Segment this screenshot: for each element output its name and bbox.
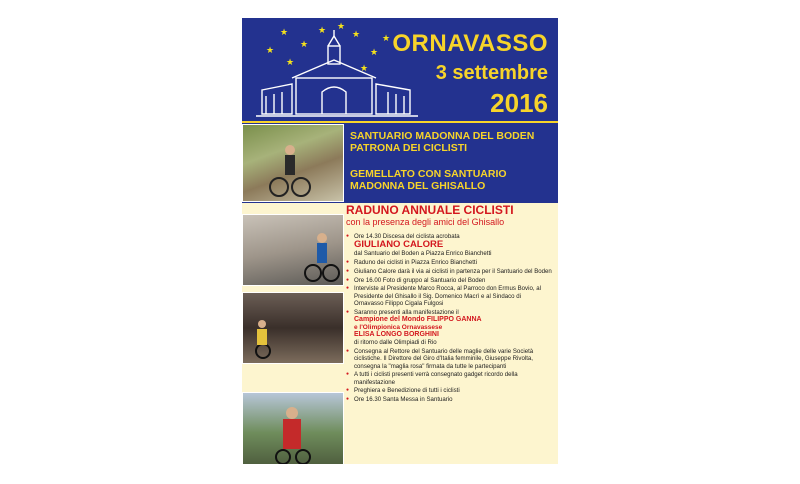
twinning-heading: GEMELLATO CON SANTUARIO MADONNA DEL GHISALLO (350, 168, 507, 192)
list-item: ● Ore 16.30 Santa Messa in Santuario (346, 396, 552, 403)
event-town: ORNAVASSO (392, 30, 548, 57)
sanctuary-heading: SANTUARIO MADONNA DEL BODEN PATRONA DEI CICLISTI (350, 130, 535, 154)
poster-header (242, 18, 558, 121)
program-section (346, 204, 552, 405)
list-item: ● Saranno presenti alla manifestazione il Campione del Mondo FILIPPO GANNA e l'Olimpionica Ornavassese ELISA LONGO BORGHINI di ritorno dalle Olimpiadi di Rio (346, 309, 552, 347)
star-icon: ★ (300, 39, 309, 49)
champion-name: Campione del Mondo FILIPPO GANNA (354, 315, 482, 323)
program-subtitle: con la presenza degli amici del Ghisallo (346, 217, 505, 227)
list-item: ● Ore 14.30 Discesa del ciclista acrobata GIULIANO CALORE dal Santuario del Boden a Piazza Enrico Bianchetti (346, 233, 552, 257)
star-icon: ★ (266, 45, 275, 55)
champion-photo (242, 392, 344, 464)
list-item: ● Ore 16.00 Foto di gruppo al Santuario del Boden (346, 277, 552, 284)
program-title: RADUNO ANNUALE CICLISTI (346, 203, 514, 217)
list-item: ● Giuliano Calore darà il via ai ciclisti in partenza per il Santuario del Boden (346, 268, 552, 275)
list-item: ● Raduno dei ciclisti in Piazza Enrico Bianchetti (346, 259, 552, 266)
list-item: ● Preghiera e Benedizione di tutti i ciclisti (346, 387, 552, 394)
star-icon: ★ (370, 47, 379, 57)
event-poster (242, 18, 558, 464)
star-icon: ★ (318, 25, 327, 35)
star-icon: ★ (360, 63, 369, 73)
list-item: ● A tutti i ciclisti presenti verrà consegnato gadget ricordo della manifestazione (346, 371, 552, 385)
star-icon: ★ (286, 57, 295, 67)
program-list (346, 233, 552, 403)
event-date: 3 settembre (435, 62, 548, 84)
olympian-name: ELISA LONGO BORGHINI (354, 331, 439, 339)
star-icon: ★ (280, 27, 289, 37)
event-year: 2016 (490, 88, 548, 118)
list-item: ● Consegna al Rettore del Santuario delle maglie delle varie Società ciclistiche. Il Direttore del Giro d'Italia femminile, Giuseppe Rivolta, consegna la "maglia rosa" firmata da tutte le partecipanti (346, 348, 552, 370)
acrobat-name: GIULIANO CALORE (354, 239, 444, 251)
cyclist-photo (242, 124, 344, 202)
race-photo (242, 292, 344, 364)
list-item: ● Interviste al Presidente Marco Rocca, al Parroco don Ermus Bovio, al Presidente del Ghisallo il Sig. Domenico Macrì e al Sindaco di Ornavasso Filippo Cigala Fulgosi (346, 285, 552, 307)
acrobat-cyclist-photo (242, 214, 344, 286)
star-icon: ★ (382, 33, 391, 43)
star-icon: ★ (337, 21, 346, 31)
star-icon: ★ (352, 29, 361, 39)
